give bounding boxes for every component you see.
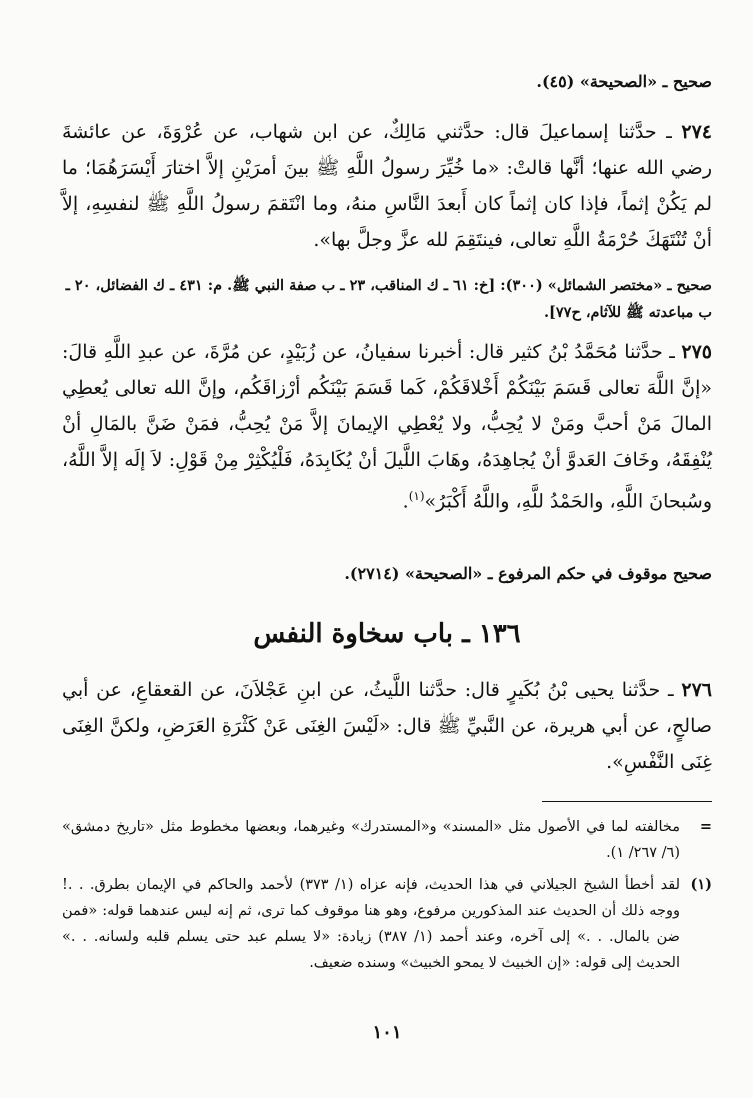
grade-line: صحيح ـ «الصحيحة» (٤٥). bbox=[536, 72, 712, 91]
hadith-274 bbox=[62, 114, 712, 258]
grade-line: صحيح موقوف في حكم المرفوع ـ «الصحيحة» (٢٧١٤). bbox=[344, 564, 712, 583]
footnote-text: مخالفته لما في الأصول مثل «المسند» و«المستدرك» وغيرهما، وبعضها مخطوط مثل «تاريخ دمشق» (٦/ ٢٦٧/ ١). bbox=[62, 819, 680, 861]
hadith-number: ٢٧٦ bbox=[681, 679, 712, 701]
chapter-heading bbox=[62, 614, 712, 654]
hadith-text: ـ حدَّثنا مُحَمَّدُ بْنُ كثير قال: أخبرنا سفيانُ، عن زُبَيْدٍ، عن مُرَّةَ، عن عبدِ اللَّهِ قالَ: «إنَّ اللَّهَ تعالى قَسَمَ بَيْنَكُمْ أَخْلاقَكُمْ، كَما قَسَمَ بَيْنَكُم أرْزاقَكُم، وإنَّ الله تعالى يُعطِي المالَ مَنْ أحبَّ ومَنْ لا يُحِبُّ، ولا يُعْطِي الإيمانَ إلاَّ مَنْ يُحِبُّ، فمَنْ ضَنَّ بالمَالِ أنْ يُنْفِقَهُ، وخَافَ العَدوَّ أنْ يُجاهِدَهُ، وهَابَ اللَّيلَ أنْ يُكَابِدَهُ، فَلْيُكْثِرْ مِنْ قَوْلِ: لاَ إلَه إلاَّ اللَّهُ، وسُبحانَ اللَّهِ، والحَمْدُ للَّهِ، واللَّهُ أَكْبَرُ» bbox=[62, 341, 712, 513]
footnote-mark: (١) bbox=[690, 876, 712, 893]
hadith-number: ٢٧٥ bbox=[681, 341, 712, 363]
hadith-274-grade bbox=[62, 272, 712, 326]
footnote-separator bbox=[62, 801, 712, 802]
footnote bbox=[62, 814, 712, 866]
footnote-ref: (١) bbox=[408, 489, 425, 503]
footnote-mark: = bbox=[699, 818, 712, 835]
grade-line: صحيح ـ «مختصر الشمائل» (٣٠٠): [خ: ٦١ ـ ك المناقب، ٢٣ ـ ب صفة النبي ﷺ. م: ٤٣١ ـ ك الفضائل، ٢٠ ـ ب مباعدته ﷺ للآثام، ح٧٧]. bbox=[65, 277, 712, 321]
page-footer bbox=[62, 1022, 712, 1043]
running-grade bbox=[62, 70, 712, 94]
footnote-text: لقد أخطأ الشيخ الجيلاني في هذا الحديث، فإنه عزاه (١/ ٣٧٣) لأحمد والحاكم في الإيمان بطرق. . .! ووجه ذلك أن الحديث عند المذكورين مرفوع، وهو هنا موقوف كما ترى، ثم إنه ليس عندهما قوله: «فمن ضن بالمال. . .» إلى آخره، وعند أحمد (١/ ٣٨٧) زيادة: «لا يسلم عبد حتى يسلم قلبه ولسانه. . .» الحديث إلى قوله: «إن الخبيث لا يمحو الخبيث» وسنده ضعيف. bbox=[62, 877, 680, 971]
hadith-text: ـ حدَّثنا إسماعيلَ قال: حدَّثني مَالِكٌ، عن ابن شهاب، عن عُرْوَةَ، عن عائشةَ رضي الله عنها؛ أنَّها قالتْ: «ما خُيِّرَ رسولُ اللَّهِ ﷺ بينَ أمرَيْنِ إلاَّ اختارَ أَيْسَرَهُمَا؛ ما لم يَكُنْ إثماً، فإذا كان إثماً كان أَبعدَ النَّاسِ منهُ، وما انْتَقمَ رسولُ اللَّهِ ﷺ لنفسِهِ، إلاَّ أنْ تُنْتَهَكَ حُرْمَةُ اللَّهِ تعالى، فينتَقِمَ لله عزَّ وجلَّ بها». bbox=[62, 121, 712, 251]
hadith-275: ٢٧٥ ـ حدَّثنا مُحَمَّدُ بْنُ كثير قال: أخبرنا سفيانُ، عن زُبَيْدٍ، عن مُرَّةَ، عن عبدِ اللَّهِ قالَ: «إنَّ اللَّهَ تعالى قَسَمَ بَيْنَكُمْ أَخْلاقَكُمْ، كَما قَسَمَ بَيْنَكُم أرْزاقَكُم، وإنَّ الله تعالى يُعطِي المالَ مَنْ أحبَّ ومَنْ لا يُحِبُّ، ولا يُعْطِي الإيمانَ إلاَّ مَنْ يُحِبُّ، فمَنْ ضَنَّ بالمَالِ أنْ يُنْفِقَهُ، وخَافَ العَدوَّ أنْ يُجاهِدَهُ، وهَابَ اللَّيلَ أنْ يُكَابِدَهُ، فَلْيُكْثِرْ مِنْ قَوْلِ: لاَ إلَه إلاَّ اللَّهُ، وسُبحانَ اللَّهِ، والحَمْدُ للَّهِ، واللَّهُ أَكْبَرُ»$^{(١)}$. bbox=[62, 341, 712, 513]
separator-rule bbox=[542, 801, 712, 802]
hadith-number: ٢٧٤ bbox=[681, 121, 713, 143]
chapter-title: ١٣٦ ـ باب سخاوة النفس bbox=[253, 619, 521, 649]
hadith-275-grade bbox=[62, 562, 712, 586]
footnote bbox=[62, 872, 712, 976]
hadith-276 bbox=[62, 672, 712, 780]
hadith-text: ـ حدَّثنا يحيى بْنُ بُكَيرٍ قال: حدَّثنا اللَّيثُ، عن ابنِ عَجْلاَنَ، عن القعقاعِ، عن أبي صالحٍ، عن أبي هريرة، عن النَّبيِّ ﷺ قال: «لَيْسَ الغِنَى عَنْ كَثْرَةِ العَرَضِ، ولكنَّ الغِنَى غِنَى النَّفْسِ». bbox=[62, 679, 712, 773]
page-number: ١٠١ bbox=[372, 1022, 402, 1043]
footnotes bbox=[62, 814, 712, 976]
book-page bbox=[62, 56, 712, 1066]
